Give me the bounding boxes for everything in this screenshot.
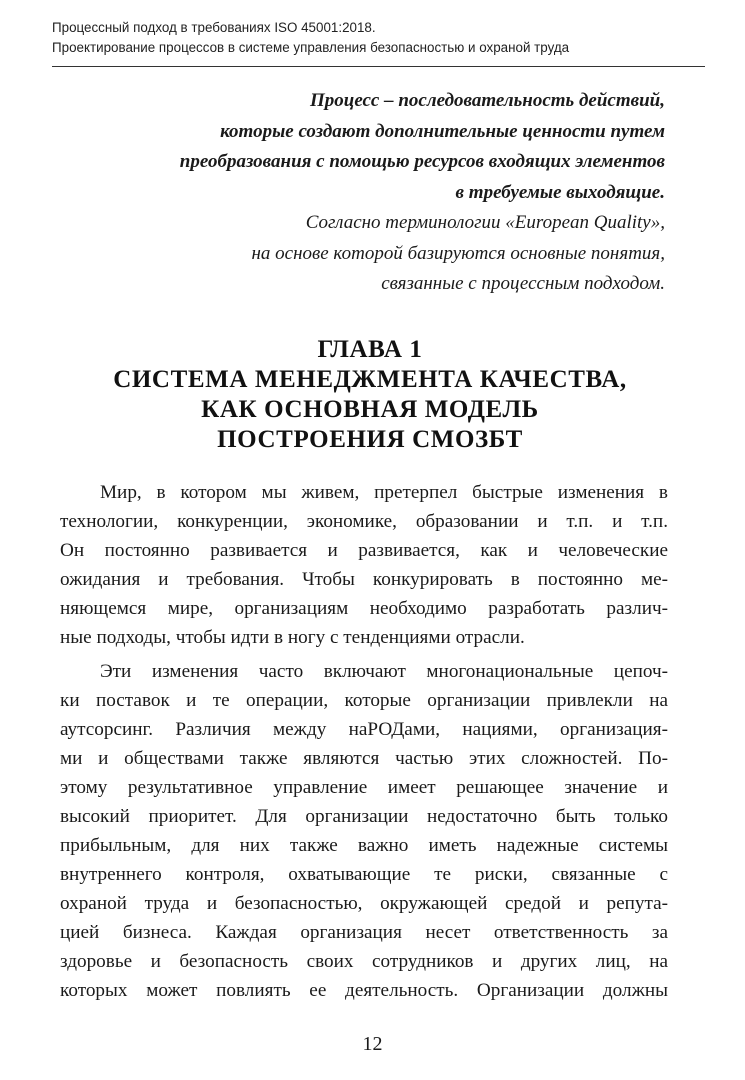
paragraph-2-line: аутсорсинг. Различия между наРОДами, нациями, организация- [60, 719, 668, 740]
paragraph-2-line: охраной труда и безопасностью, окружающей средой и репута- [60, 893, 668, 914]
epigraph-source-line: Согласно терминологии «European Quality», [305, 212, 665, 233]
running-header-line-1: Процессный подход в требованиях ISO 45001:2018. [52, 20, 376, 35]
chapter-title-line: СИСТЕМА МЕНЕДЖМЕНТА КАЧЕСТВА, [113, 366, 627, 393]
paragraph-2-line: цией бизнеса. Каждая организация несет ответственность за [60, 922, 668, 943]
paragraph-1-line: технологии, конкуренции, экономике, образовании и т.п. и т.п. [60, 511, 668, 532]
paragraph-2-line: прибыльным, для них также важно иметь надежные системы [60, 835, 668, 856]
epigraph-source-line: на основе которой базируются основные понятия, [251, 242, 665, 264]
paragraph-2-line: которых может повлиять ее деятельность. Организации должны [60, 980, 668, 1001]
epigraph-line: Процесс – последовательность действий, [309, 90, 665, 111]
page-number: 12 [362, 1033, 383, 1055]
running-header [52, 18, 702, 58]
paragraph-1-line: ожидания и требования. Чтобы конкурировать в постоянно ме- [60, 569, 668, 590]
paragraph-1-line: ные подходы, чтобы идти в ногу с тенденциями отрасли. [60, 627, 525, 648]
chapter-heading [60, 335, 680, 455]
paragraph-1-line: Мир, в котором мы живем, претерпел быстрые изменения в [100, 482, 668, 503]
paragraph-2-line: внутреннего контроля, охватывающие те риски, связанные с [60, 864, 668, 885]
body-text [60, 478, 668, 1005]
epigraph-line: в требуемые выходящие. [455, 181, 665, 203]
header-rule [52, 66, 705, 67]
paragraph-2-line: ки поставок и те операции, которые организации привлекли на [60, 690, 668, 711]
epigraph [65, 86, 665, 300]
epigraph-source-line: связанные с процессным подходом. [381, 273, 665, 294]
epigraph-line: преобразования с помощью ресурсов входящих элементов [179, 151, 665, 172]
chapter-title-line: КАК ОСНОВНАЯ МОДЕЛЬ [201, 396, 539, 423]
paragraph-2-line: здоровье и безопасность своих сотрудников и других лиц, на [60, 951, 668, 972]
chapter-title-line: ПОСТРОЕНИЯ СМОЗБТ [217, 426, 523, 453]
paragraph-2-line: высокий приоритет. Для организации недостаточно быть только [60, 806, 668, 827]
paragraph-2-line: Эти изменения часто включают многонациональные цепоч- [100, 661, 668, 682]
epigraph-line: которые создают дополнительные ценности путем [220, 120, 665, 142]
running-header-line-2: Проектирование процессов в системе управления безопасностью и охраной труда [52, 40, 570, 55]
paragraph-2-line: этому результативное управление имеет решающее значение и [60, 777, 668, 798]
chapter-number: ГЛАВА 1 [317, 336, 423, 363]
paragraph-1-line: няющемся мире, организациям необходимо разработать различ- [60, 598, 668, 619]
paragraph-2-line: ми и обществами также являются частью этих сложностей. По- [60, 748, 668, 769]
paragraph-1-line: Он постоянно развивается и развивается, как и человеческие [60, 540, 668, 561]
